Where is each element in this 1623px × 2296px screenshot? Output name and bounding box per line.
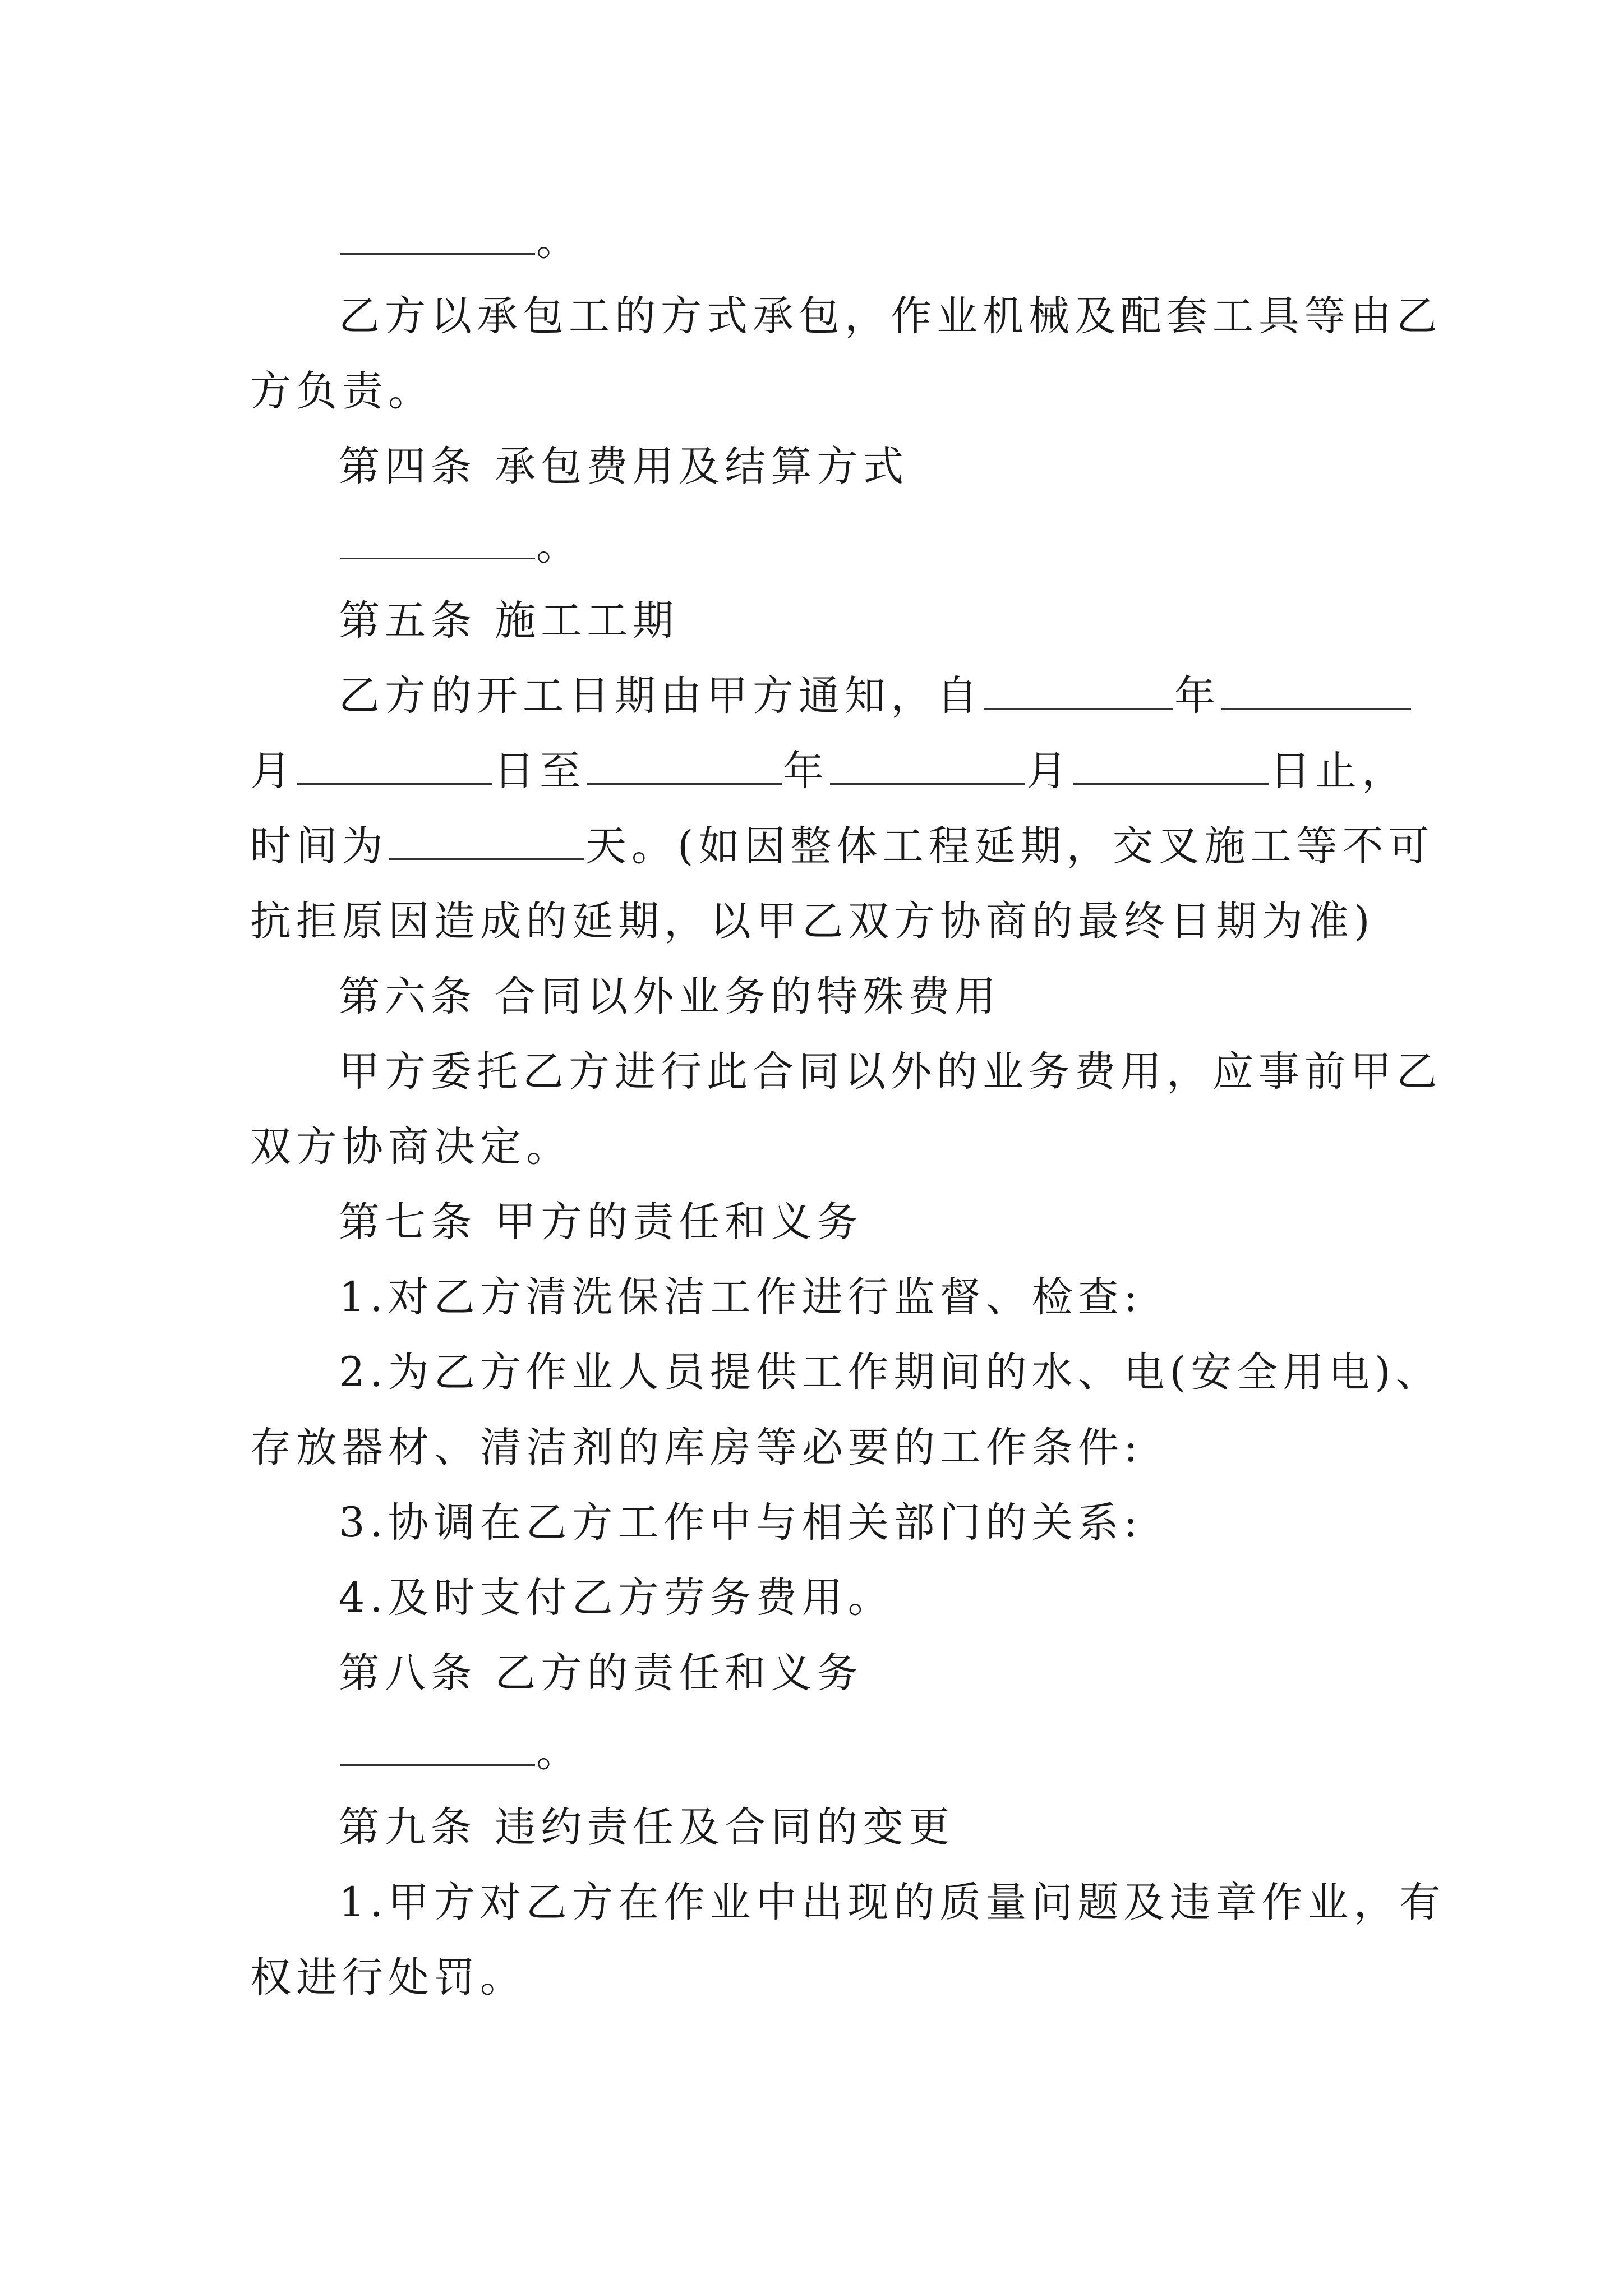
text-span: 1.对乙方清洗保洁工作进行监督、检查: [339,1273,1143,1321]
text-line [250,1420,1143,1476]
text-line [339,518,582,574]
list-item [339,1875,1446,1931]
heading-text: 第七条 甲方的责任和义务 [339,1198,863,1246]
heading-text: 第四条 承包费用及结算方式 [339,443,909,490]
text-line [339,1724,582,1780]
fill-in-blank-month [830,749,1025,785]
text-span: 权进行处罚。 [250,1954,526,2001]
text-span: 时间为 [250,822,388,870]
text-line [250,818,1434,875]
text-span: 乙方以承包工的方式承包，作业机械及配套工具等由乙 [339,292,1442,340]
text-span: 方负责。 [250,367,434,415]
list-item [339,1269,1142,1326]
text-span: 3.协调在乙方工作中与相关部门的关系: [339,1499,1143,1547]
list-item [339,1495,1142,1551]
fill-in-blank [340,1731,535,1766]
fill-in-blank [340,219,535,255]
fill-in-blank-day [1073,749,1269,785]
text-span: 2.为乙方作业人员提供工作期间的水、电(安全用电)、 [339,1349,1442,1396]
text-line [250,364,434,420]
text-span: 。 [536,522,582,569]
fill-in-blank-year [984,674,1173,710]
fill-in-blank-days [389,825,584,860]
heading-text: 第九条 违约责任及合同的变更 [339,1803,955,1851]
text-span: 年 [1174,672,1220,720]
text-span: 年 [783,747,829,795]
heading-text: 第五条 施工工期 [339,597,679,645]
text-span: 4.及时支付乙方劳务费用。 [339,1574,894,1622]
fill-in-blank-month [1221,674,1411,710]
text-span: 乙方的开工日期由甲方通知，自 [339,672,983,720]
text-span: 天。(如因整体工程延期，交叉施工等不可 [585,822,1435,870]
text-span: 存放器材、清洁剂的库房等必要的工作条件: [250,1424,1143,1471]
text-span: 。 [536,217,582,265]
section-heading [339,969,1000,1025]
text-line [339,1044,1442,1100]
fill-in-blank-year [587,749,782,785]
heading-text: 第六条 合同以外业务的特殊费用 [339,973,1001,1020]
text-line [339,288,1442,344]
heading-text: 第八条 乙方的责任和义务 [339,1649,863,1697]
section-heading [339,593,679,649]
text-span: 1.甲方对乙方在作业中出现的质量问题及违章作业，有 [339,1879,1446,1926]
text-span: 双方协商决定。 [250,1123,572,1171]
text-span: 抗拒原因造成的延期，以甲乙双方协商的最终日期为准) [250,898,1375,945]
fill-in-blank [340,524,535,559]
text-span: 日止， [1270,747,1408,795]
list-item [339,1570,894,1626]
section-heading [339,1800,955,1856]
text-line [339,213,582,269]
text-span: 。 [536,1728,582,1776]
text-span: 月 [1026,747,1072,795]
section-heading [339,439,909,495]
text-span: 日至 [494,747,585,795]
list-item [339,1345,1442,1401]
fill-in-blank-day [297,749,492,785]
section-heading [339,1645,863,1701]
text-span: 甲方委托乙方进行此合同以外的业务费用，应事前甲乙 [339,1048,1442,1096]
section-heading [339,1194,863,1250]
text-line [339,668,1412,724]
text-line [250,1119,572,1175]
text-line [250,1950,526,2006]
text-line [250,894,1375,950]
text-line [250,743,1408,799]
text-span: 月 [250,747,296,795]
